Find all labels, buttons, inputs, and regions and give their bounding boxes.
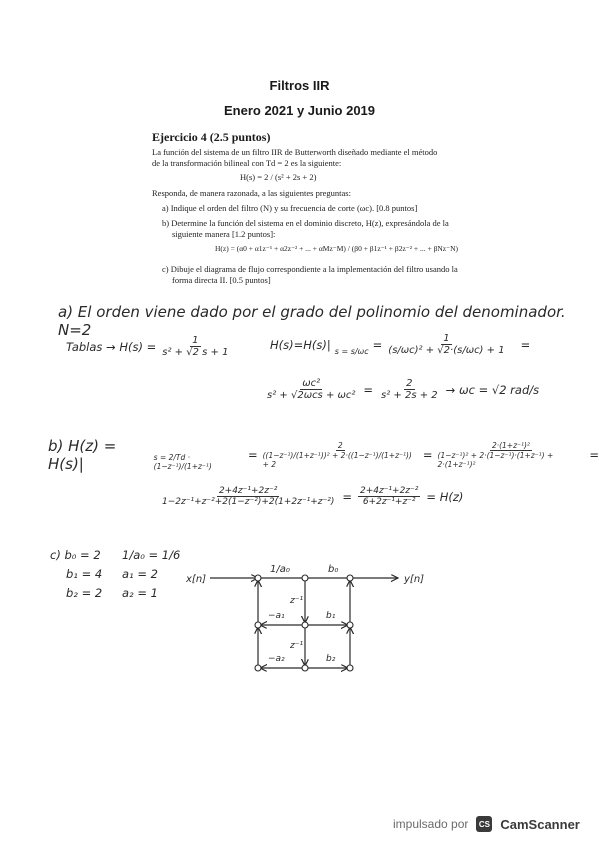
diagram-delay1-label: z⁻¹	[290, 596, 304, 606]
answer-b-den4: 6+2z⁻¹+z⁻²	[362, 497, 416, 507]
coef-b1: b₁ = 4	[66, 567, 103, 581]
exercise-formula: H(s) = 2 / (s² + 2s + 2)	[240, 172, 317, 182]
answer-b-eq2: =	[422, 448, 433, 462]
wc-num2: 2	[406, 378, 413, 389]
tablas-den: s² + √2 s + 1	[162, 347, 229, 358]
diagram-gain-label: 1/a₀	[270, 564, 290, 575]
coef-b0: c) b₀ = 2	[50, 548, 101, 562]
answer-b-num4: 2+4z⁻¹+2z⁻²	[359, 486, 419, 496]
diagram-fb1-label: −a₁	[268, 611, 285, 621]
exercise-intro-1: La función del sistema de un filtro IIR de Butterworth diseñado mediante el método	[152, 147, 438, 157]
diagram-fb2-label: −a₂	[268, 654, 285, 664]
wc-result: → ωc = √2 rad/s	[445, 382, 540, 397]
node-right-2	[347, 665, 353, 671]
diagram-delay2-label: z⁻¹	[290, 641, 304, 651]
node-right-1	[347, 622, 353, 628]
tablas-label: Tablas → H(s) =	[66, 339, 157, 354]
exercise-item-b-2: siguiente manera [1.2 puntos]:	[172, 229, 276, 239]
denorm-eq: =	[372, 337, 383, 352]
answer-b-den3: 1−2z⁻¹+z⁻²+2(1−z⁻²)+2(1+2z⁻¹+z⁻²)	[162, 497, 335, 507]
answer-b-den2: (1−z⁻¹)² + 2·(1−z⁻¹)·(1+z⁻¹) + 2·(1+z⁻¹)²	[437, 451, 554, 469]
exercise-prompt: Responda, de manera razonada, a las siguientes preguntas:	[152, 188, 351, 198]
denorm-lhs: H(s)=H(s)|	[270, 337, 331, 352]
tablas-num: 1	[192, 335, 199, 346]
coef-a0: 1/a₀ = 1/6	[122, 548, 181, 562]
coef-a1: a₁ = 2	[122, 567, 158, 581]
wc-den: s² + √2ωcs + ωc²	[267, 390, 356, 401]
node-w0	[302, 575, 308, 581]
wc-den2: s² + 2s + 2	[381, 390, 438, 401]
exercise-item-c-2: forma directa II. [0.5 puntos]	[172, 275, 271, 285]
document-subtitle: Enero 2021 y Junio 2019	[223, 103, 376, 118]
exercise-intro-2: de la transformación bilineal con Td = 2 es la siguiente:	[152, 158, 342, 168]
document-title: Filtros IIR	[269, 78, 330, 93]
powered-by-text: impulsado por	[393, 817, 469, 831]
exercise-item-b-1: b) Determine la función del sistema en el dominio discreto, H(z), expresándola de la	[162, 218, 449, 228]
answer-b-num3: 2+4z⁻¹+2z⁻²	[218, 486, 278, 496]
camscanner-footer	[393, 816, 580, 832]
answer-a-line: a) El orden viene dado por el grado del polinomio del denominador. N=2	[58, 303, 566, 339]
answer-b-sub: s = 2/Td · (1−z⁻¹)/(1+z⁻¹)	[153, 453, 212, 471]
denorm-tail: =	[520, 337, 531, 352]
node-left-2	[255, 665, 261, 671]
wc-eq: =	[363, 382, 374, 397]
coef-b2: b₂ = 2	[66, 586, 103, 600]
diagram-ff2-label: b₂	[326, 654, 336, 664]
answer-b-lhs: b) H(z) = H(s)|	[48, 437, 117, 473]
diagram-output-label: y[n]	[404, 574, 425, 585]
diagram-b0-label: b₀	[328, 564, 339, 575]
exercise-item-a: a) Indique el orden del filtro (N) y su frecuencia de corte (ωc). [0.8 puntos]	[162, 203, 418, 213]
node-adder-out	[347, 575, 353, 581]
answer-b-eq3: =	[589, 448, 599, 462]
answer-b-num2: 2·(1+z⁻¹)²	[491, 441, 530, 450]
coef-a2: a₂ = 1	[122, 586, 158, 600]
wc-num: ωc²	[302, 378, 321, 389]
diagram-input-label: x[n]	[186, 574, 207, 585]
answer-b-num1: 2	[337, 441, 343, 450]
answer-b-den1: ((1−z⁻¹)/(1+z⁻¹))² + 2·((1−z⁻¹)/(1+z⁻¹)) + 2	[262, 451, 412, 469]
diagram-ff1-label: b₁	[326, 611, 336, 621]
exercise-formula-b: H(z) = (α0 + α1z⁻¹ + α2z⁻² + ... + αMz⁻M) / (β0 + β1z⁻¹ + β2z⁻² + ... + βNz⁻N)	[215, 244, 459, 253]
answer-b-result: = H(z)	[426, 489, 464, 504]
answer-b-eq4: =	[342, 489, 352, 504]
camscanner-brand: CamScanner	[500, 816, 580, 832]
node-left-1	[255, 622, 261, 628]
node-w1	[302, 622, 308, 628]
exercise-item-c-1: c) Dibuje el diagrama de flujo correspondiente a la implementación del filtro usando la	[162, 264, 458, 274]
exercise-title: Ejercicio 4 (2.5 puntos)	[152, 130, 271, 144]
denorm-sub: s = s/ωc	[334, 347, 369, 356]
denorm-num: 1	[443, 333, 450, 344]
node-adder-in	[255, 575, 261, 581]
denorm-den: (s/ωc)² + √2·(s/ωc) + 1	[388, 345, 505, 356]
answer-b-eq1: =	[247, 448, 258, 462]
node-w2	[302, 665, 308, 671]
camscanner-logo-icon: CS	[476, 816, 492, 832]
